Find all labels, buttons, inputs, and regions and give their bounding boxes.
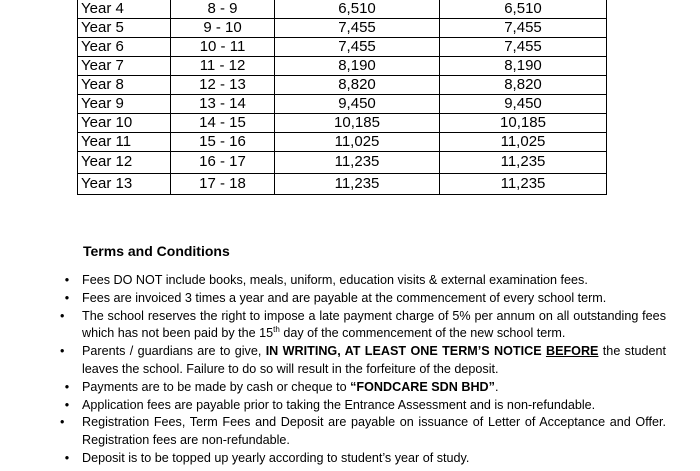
bullet-icon: • bbox=[60, 415, 65, 430]
table-row bbox=[78, 19, 607, 38]
fee-cell: 11,235 bbox=[440, 152, 607, 174]
age-cell: 8 - 9 bbox=[171, 0, 275, 19]
table-row bbox=[78, 0, 607, 19]
list-item bbox=[60, 379, 666, 397]
table-row bbox=[78, 76, 607, 95]
fee-cell: 9,450 bbox=[275, 95, 440, 114]
fee-cell: 7,455 bbox=[275, 19, 440, 38]
fee-cell: 6,510 bbox=[275, 0, 440, 19]
bullet-icon: • bbox=[64, 379, 70, 394]
fee-cell: 9,450 bbox=[440, 95, 607, 114]
year-cell: Year 11 bbox=[78, 133, 171, 152]
term-text: Deposit is to be topped up yearly according to student’s year of study. bbox=[82, 450, 470, 465]
bullet-icon: • bbox=[64, 397, 70, 412]
fee-cell: 11,235 bbox=[440, 173, 607, 195]
bullet-icon: • bbox=[64, 290, 70, 305]
fee-cell: 10,185 bbox=[440, 114, 607, 133]
fee-cell: 10,185 bbox=[275, 114, 440, 133]
table-row bbox=[78, 38, 607, 57]
table-row bbox=[78, 133, 607, 152]
age-cell: 10 - 11 bbox=[171, 38, 275, 57]
fee-cell: 11,025 bbox=[275, 133, 440, 152]
term-text: Registration Fees, Term Fees and Deposit are payable on issuance of Letter of Acceptance and Offer. Registration fees are non-refundable. bbox=[82, 415, 666, 448]
list-item bbox=[60, 272, 666, 290]
table-row bbox=[78, 152, 607, 174]
term-text: . bbox=[494, 379, 499, 394]
term-text: Parents / guardians are to give, bbox=[82, 344, 266, 359]
fee-cell: 8,820 bbox=[440, 76, 607, 95]
term-text: The school reserves the right to impose a late payment charge of 5% per annum on all outstanding fees which has not been paid by the 15 bbox=[82, 308, 666, 341]
list-item bbox=[60, 290, 666, 308]
age-cell: 13 - 14 bbox=[171, 95, 275, 114]
year-cell: Year 4 bbox=[78, 0, 171, 19]
age-cell: 12 - 13 bbox=[171, 76, 275, 95]
payee-name: “FONDCARE SDN BHD” bbox=[350, 379, 495, 394]
table-row bbox=[78, 114, 607, 133]
fee-cell: 8,190 bbox=[275, 57, 440, 76]
fee-cell: 8,820 bbox=[275, 76, 440, 95]
list-item bbox=[60, 308, 666, 344]
terms-heading: Terms and Conditions bbox=[83, 243, 230, 259]
year-cell: Year 5 bbox=[78, 19, 171, 38]
fee-cell: 7,455 bbox=[440, 19, 607, 38]
fee-cell: 11,235 bbox=[275, 152, 440, 174]
term-text: Application fees are payable prior to taking the Entrance Assessment and is non-refundable. bbox=[82, 397, 596, 412]
term-text: Fees are invoiced 3 times a year and are payable at the commencement of every school term. bbox=[82, 290, 607, 305]
term-text: Payments are to be made by cash or cheque to bbox=[82, 379, 351, 394]
superscript: th bbox=[273, 325, 280, 335]
list-item bbox=[60, 450, 666, 468]
fee-cell: 11,235 bbox=[275, 173, 440, 195]
year-cell: Year 7 bbox=[78, 57, 171, 76]
year-cell: Year 12 bbox=[78, 152, 171, 174]
term-emphasis-underlined: BEFORE bbox=[545, 344, 599, 359]
fee-cell: 6,510 bbox=[440, 0, 607, 19]
fee-table bbox=[77, 0, 607, 195]
bullet-icon: • bbox=[64, 450, 70, 465]
bullet-icon: • bbox=[60, 344, 65, 359]
age-cell: 15 - 16 bbox=[171, 133, 275, 152]
age-cell: 17 - 18 bbox=[171, 173, 275, 195]
year-cell: Year 13 bbox=[78, 173, 171, 195]
age-cell: 9 - 10 bbox=[171, 19, 275, 38]
list-item bbox=[60, 343, 666, 379]
term-emphasis: IN WRITING, AT LEAST ONE TERM’S NOTICE bbox=[265, 344, 546, 359]
fee-cell: 11,025 bbox=[440, 133, 607, 152]
term-text: the student leaves the school. Failure to do so will result in the forfeiture of the deposit. bbox=[82, 344, 666, 376]
table-row bbox=[78, 95, 607, 114]
fee-cell: 7,455 bbox=[275, 38, 440, 57]
year-cell: Year 9 bbox=[78, 95, 171, 114]
table-row bbox=[78, 57, 607, 76]
age-cell: 14 - 15 bbox=[171, 114, 275, 133]
year-cell: Year 6 bbox=[78, 38, 171, 57]
fee-cell: 8,190 bbox=[440, 57, 607, 76]
table-row bbox=[78, 173, 607, 195]
year-cell: Year 10 bbox=[78, 114, 171, 133]
term-text: Fees DO NOT include books, meals, uniform, education visits & external examination fees. bbox=[82, 273, 588, 287]
age-cell: 11 - 12 bbox=[171, 57, 275, 76]
term-text: day of the commencement of the new school term. bbox=[279, 326, 566, 341]
terms-list bbox=[60, 272, 666, 468]
list-item bbox=[60, 397, 666, 415]
fee-cell: 7,455 bbox=[440, 38, 607, 57]
bullet-icon: • bbox=[60, 308, 65, 323]
year-cell: Year 8 bbox=[78, 76, 171, 95]
age-cell: 16 - 17 bbox=[171, 152, 275, 174]
bullet-icon: • bbox=[64, 273, 70, 287]
list-item bbox=[60, 414, 666, 450]
